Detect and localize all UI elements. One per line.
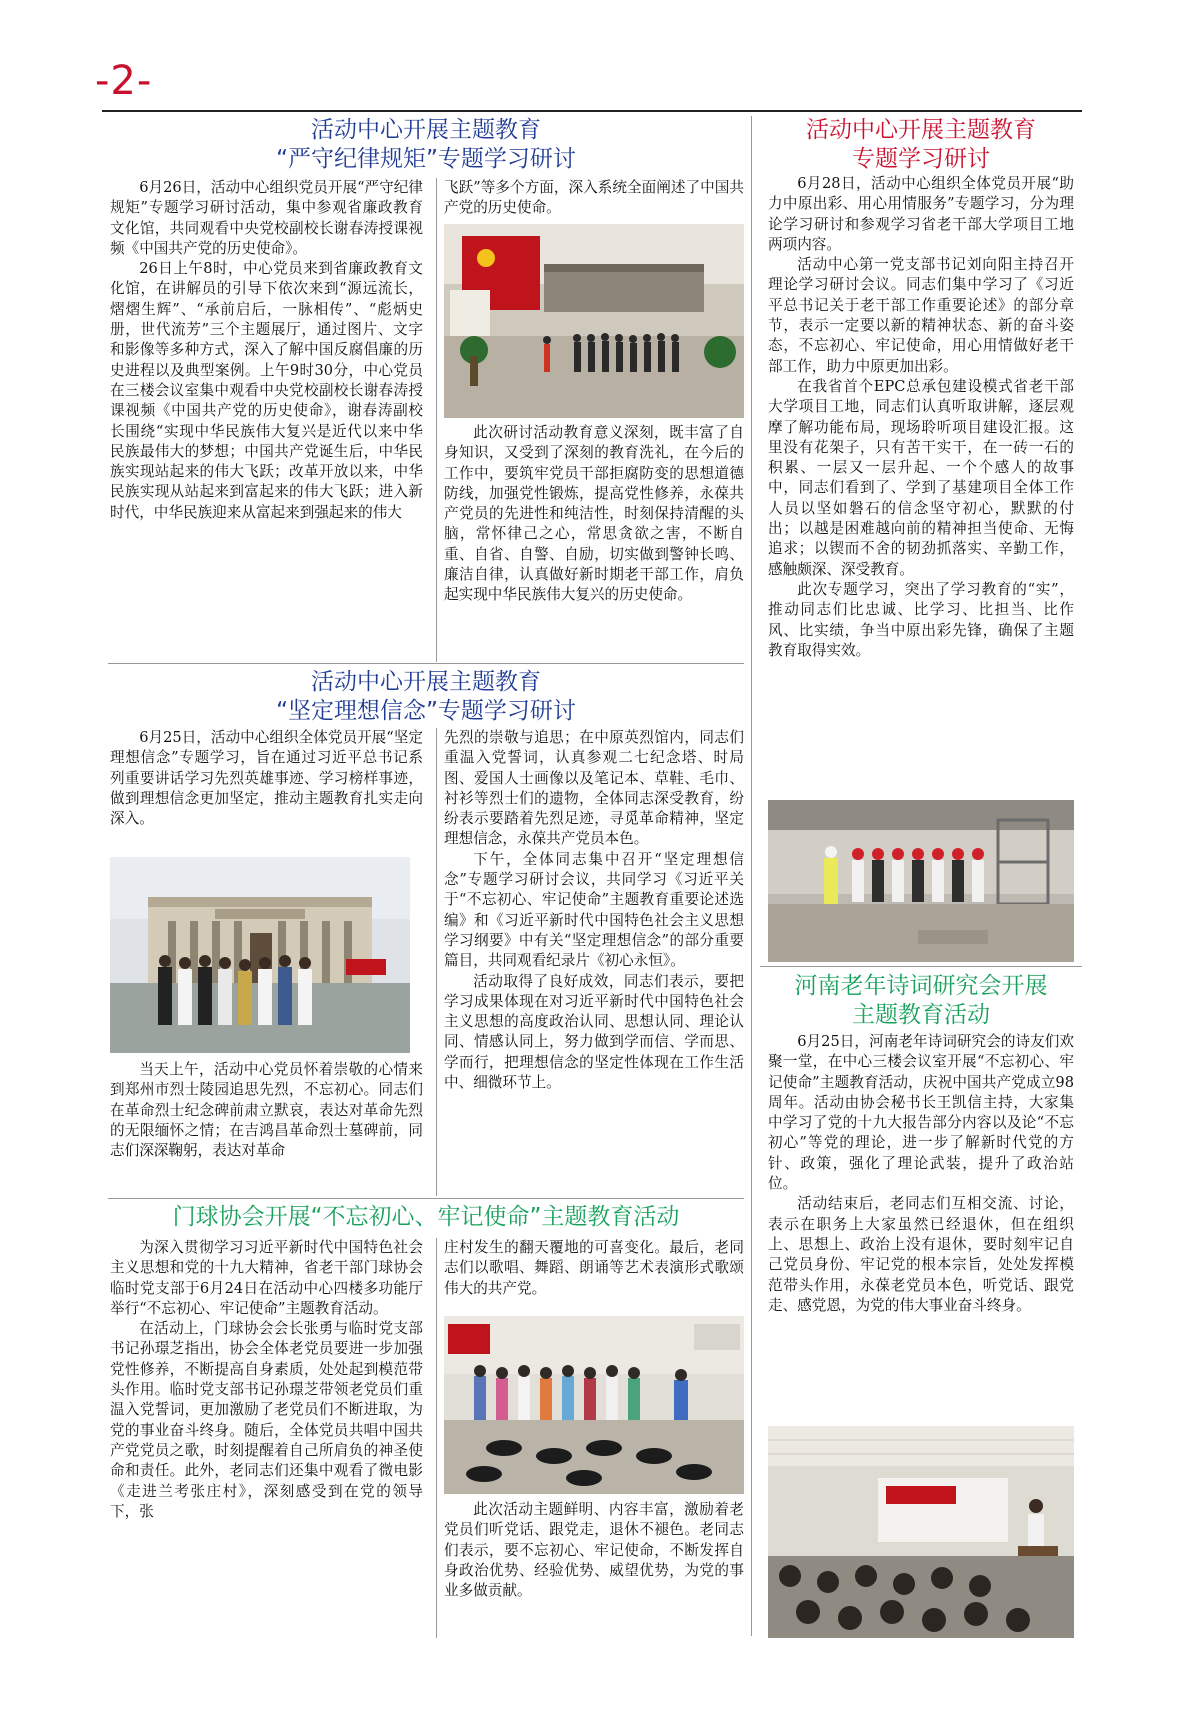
paragraph: 先烈的崇敬与追思；在中原英烈馆内，同志们重温入党誓词，认真参观二七纪念塔、时局图、爱国人士画像以及笔记本、草鞋、毛巾、衬衫等烈士们的遗物，全体同志深受教育，纷纷表示要踏着先烈足迹，寻觅革命精神，坚定理想信念，永葆共产党员本色。 (444, 729, 744, 848)
paragraph: 活动结束后，老同志们互相交流、讨论，表示在职务上大家虽然已经退休，但在组织上、思想上、政治上没有退休，要时刻牢记自己党员身份、牢记党的根本宗旨，处处发挥模范带头作用，永葆老党员本色，听党话、跟党走、感党恩，为党的伟大事业奋斗终身。 (768, 1195, 1074, 1314)
article-title: 活动中心开展主题教育 (806, 117, 1036, 143)
article-body (444, 728, 744, 1196)
paragraph-continued: 庄村发生的翻天覆地的可喜变化。最后，老同志们以歌唱、舞蹈、朗诵等艺术表演形式歌颂伟大的共产党。 (444, 1239, 744, 1297)
article-body (768, 174, 1074, 794)
paragraph: 当天上午，活动中心党员怀着崇敬的心情来到郑州市烈士陵园追思先烈，不忘初心。同志们在革命烈士纪念碑前肃立默哀，表达对革命先烈的无限缅怀之情；在吉鸿昌革命烈士墓碑前，同志们深深鞠躬，表达对革命 (110, 1061, 423, 1160)
article-divider (760, 966, 1082, 967)
article-title: 门球协会开展“不忘初心、牢记使命”主题教育活动 (172, 1204, 680, 1230)
photo-construction-site (768, 800, 1074, 962)
column-divider (751, 116, 752, 1636)
paragraph: 下午，全体同志集中召开“坚定理想信念”专题学习研讨会议，共同学习《习近平关于“不忘初心、牢记使命”主题教育重要论述选编》和《习近平新时代中国特色社会主义思想学习纲要》中有关“坚定理想信念”的部分重要篇目，共同观看纪录片《初心永恒》。 (444, 850, 744, 970)
paragraph: 26日上午8时，中心党员来到省廉政教育文化馆，在讲解员的引导下依次来到“源远流长，熠熠生辉”、“承前启后，一脉相传”、“彪炳史册，世代流芳”三个主题展厅，通过图片、文字和影像等多种方式，深入了解中国反腐倡廉的历史进程以及典型案例。上午9时30分，中心党员在三楼会议室集中观看中央党校副校长谢春涛授课视频《中国共产党的历史使命》，谢春涛副校长围绕“实现中华民族伟大复兴是近代以来中华民族最伟大的梦想；中国共产党诞生后，中华民族实现站起来的伟大飞跃；改革开放以来，中华民族实现从站起来到富起来的伟大飞跃；进入新时代，中华民族迎来从富起来到强起来的伟大 (110, 260, 423, 521)
paragraph: 此次研讨活动教育意义深刻，既丰富了自身知识，又受到了深刻的教育洗礼，在今后的工作中，要筑牢党员干部拒腐防变的思想道德防线，加强党性锻炼，提高党性修养，永葆共产党员的先进性和纯洁性，时刻保持清醒的头脑，常怀律己之心，常思贪欲之害，不断自重、自省、自警、自励，切实做到警钟长鸣、廉洁自律，认真做好新时期老干部工作，肩负起实现中华民族伟大复兴的历史使命。 (444, 424, 744, 604)
page-number: -2- (95, 58, 153, 104)
article-divider (108, 1198, 744, 1199)
column-divider-a3 (436, 1238, 437, 1638)
article-title: 河南老年诗词研究会开展 (794, 973, 1048, 999)
article-body (110, 1238, 423, 1638)
article-body (110, 178, 423, 662)
paragraph: 此次活动主题鲜明、内容丰富，激励着老党员们听党话、跟党走，退休不褪色。老同志们表示，要不忘初心、牢记使命，不断发挥自身政治优势、经验优势、威望优势，为党的事业多做贡献。 (444, 1501, 744, 1600)
article-divider (108, 663, 744, 664)
photo-exhibition-hall (444, 224, 744, 418)
paragraph: 在我省首个EPC总承包建设模式省老干部大学项目工地，同志们认真听取讲解，逐层观摩了解功能布局，现场聆听项目建设汇报。这里没有花架子，只有苦干实干，在一砖一石的积累、一层又一层升起、一个个感人的故事中，同志们看到了、学到了基建项目全体工作人员以坚如磐石的信念坚守初心，默默的付出；以越是困难越向前的精神担当使命、无悔追求；以锲而不舍的韧劲抓落实、辛勤工作，感触颇深、深受教育。 (768, 377, 1074, 578)
photo-poetry-meeting (768, 1426, 1074, 1638)
article-subtitle: 专题学习研讨 (852, 146, 990, 172)
column-divider-a1 (436, 178, 437, 662)
column-divider-a2 (436, 728, 437, 1196)
paragraph: 活动取得了良好成效，同志们表示，要把学习成果体现在对习近平新时代中国特色社会主义思想的高度政治认同、思想认同、理论认同、情感认同上，努力做到学而信、学而思、学而行，把理想信念的坚定性体现在工作生活中、细微环节上。 (444, 972, 744, 1092)
article-title: 活动中心开展主题教育 (311, 117, 541, 143)
paragraph: 6月28日，活动中心组织全体党员开展“助力中原出彩、用心用情服务”专题学习，分为理论学习研讨和参观学习省老干部大学项目工地两项内容。 (768, 175, 1074, 253)
paragraph: 活动中心第一党支部书记刘向阳主持召开理论学习研讨会议。同志们集中学习了《习近平总书记关于老干部工作重要论述》的部分章节，表示一定要以新的精神状态、新的奋斗姿态，不忘初心、牢记使命，用心用情做好老干部工作，助力中原更加出彩。 (768, 256, 1074, 375)
article-body (768, 1032, 1074, 1422)
paragraph: 6月25日，河南老年诗词研究会的诗友们欢聚一堂，在中心三楼会议室开展“不忘初心、牢记使命”主题教育活动，庆祝中国共产党成立98周年。活动由协会秘书长王凯信主持，大家集中学习了党的十九大报告部分内容以及论“不忘初心”等党的理论，进一步了解新时代党的方针、政策，强化了理论武装，提升了政治站位。 (768, 1033, 1074, 1193)
paragraph: 6月25日，活动中心组织全体党员开展“坚定理想信念”专题学习，旨在通过习近平总书记系列重要讲话学习先烈英雄事迹、学习榜样事迹，做到理想信念更加坚定，推动主题教育扎实走向深入。 (110, 729, 423, 828)
paragraph: 在活动上，门球协会会长张勇与临时党支部书记孙璟芝指出，协会全体老党员要进一步加强党性修养，不断提高自身素质，处处起到模范带头作用。临时党支部书记孙璟芝带领老党员们重温入党誓词，更加激励了老党员们不断进取，为党的事业奋斗终身。随后，全体党员共唱中国共产党党员之歌，时刻提醒着自己所肩负的神圣使命和责任。此外，老同志们还集中观看了微电影《走进兰考张庄村》，深刻感受到在党的领导下，张 (110, 1320, 423, 1520)
article-subtitle: “严守纪律规矩”专题学习研讨 (276, 146, 576, 172)
photo-martyrs-cemetery (110, 857, 410, 1053)
paragraph: 6月26日，活动中心组织党员开展“严守纪律规矩”专题学习研讨活动，集中参观省廉政教育文化馆，共同观看中央党校副校长谢春涛授课视频《中国共产党的历史使命》。 (110, 179, 423, 257)
article-title: 活动中心开展主题教育 (311, 669, 541, 695)
header-rule (102, 110, 1082, 112)
paragraph: 为深入贯彻学习习近平新时代中国特色社会主义思想和党的十九大精神，省老干部门球协会临时党支部于6月24日在活动中心四楼多功能厅举行“不忘初心、牢记使命”主题教育活动。 (110, 1239, 423, 1317)
photo-gateball-activity (444, 1316, 744, 1494)
paragraph: 此次专题学习，突出了学习教育的“实”，推动同志们比忠诚、比学习、比担当、比作风、比实绩，争当中原出彩先锋，确保了主题教育取得实效。 (768, 580, 1074, 659)
article-subtitle: 主题教育活动 (852, 1002, 990, 1028)
article-subtitle: “坚定理想信念”专题学习研讨 (276, 698, 576, 724)
paragraph-continued: 飞跃”等多个方面，深入系统全面阐述了中国共产党的历史使命。 (444, 179, 744, 217)
